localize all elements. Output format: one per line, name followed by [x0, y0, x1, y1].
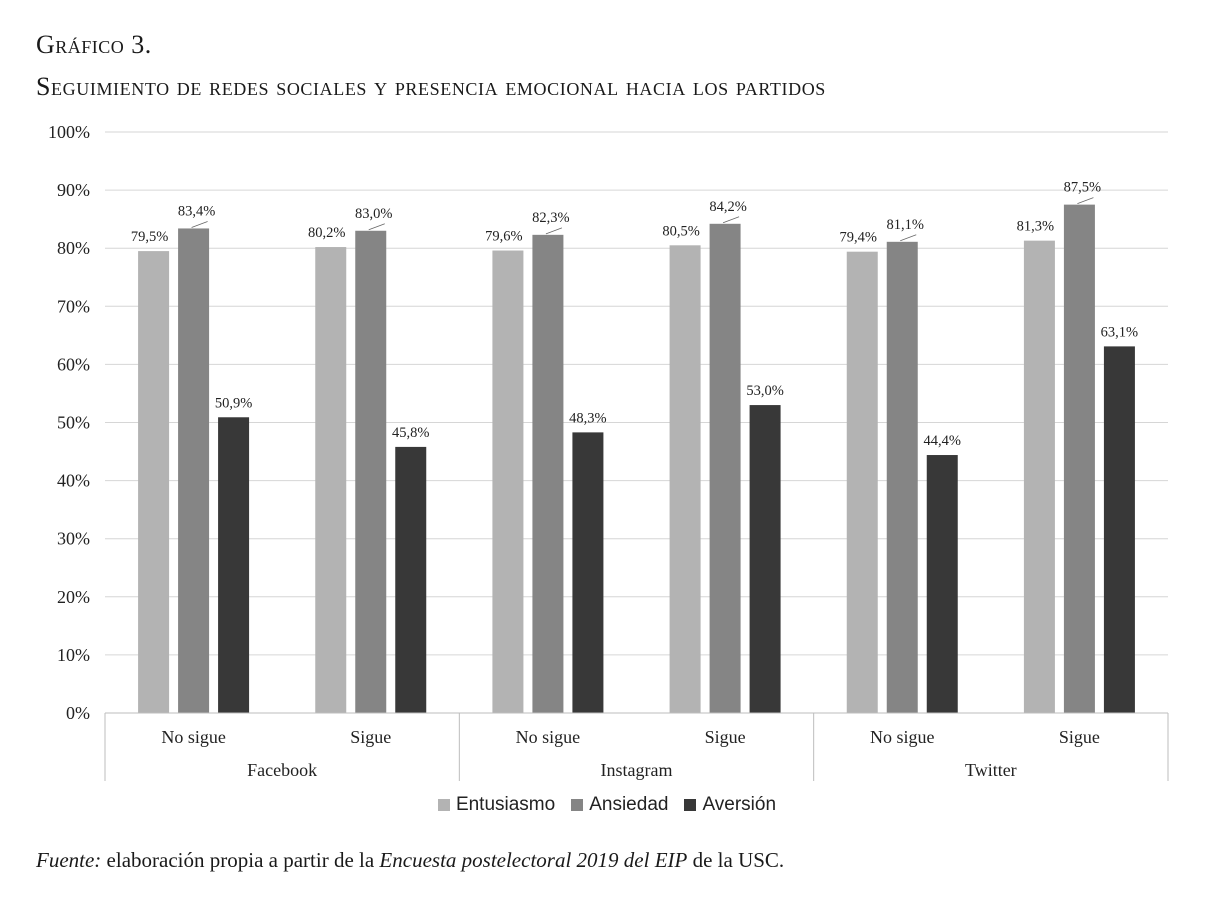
legend: [0, 794, 1214, 817]
axis-layer: [48, 122, 1168, 781]
x-category-label: Sigue: [1058, 727, 1100, 747]
bar-entusiasmo: [670, 245, 701, 713]
data-label: 82,3%: [532, 209, 570, 226]
data-label: 79,6%: [485, 228, 523, 245]
bars-layer: [138, 205, 1135, 713]
x-category-label: Sigue: [704, 727, 746, 747]
x-group-label: Instagram: [600, 760, 673, 780]
data-label: 80,5%: [662, 223, 700, 240]
y-tick-label: 10%: [57, 644, 90, 665]
x-category-label: No sigue: [870, 727, 935, 747]
leader-line: [900, 235, 916, 241]
chart-title-line2: Seguimiento de redes sociales y presencia emocional hacia los partidos: [36, 72, 826, 101]
bar-entusiasmo: [1024, 241, 1055, 713]
data-label: 48,3%: [569, 410, 607, 427]
x-group-label: Twitter: [964, 760, 1017, 780]
grid-layer: [105, 132, 1168, 713]
x-group-label: Facebook: [247, 760, 318, 780]
legend-swatch: [571, 799, 583, 811]
data-label: 83,4%: [177, 203, 216, 220]
y-tick-label: 100%: [48, 122, 90, 142]
bar-aversin: [927, 455, 958, 713]
data-label: 45,8%: [392, 424, 430, 441]
legend-item: [571, 794, 668, 816]
data-label: 63,1%: [1100, 324, 1139, 341]
y-tick-label: 20%: [57, 586, 90, 607]
x-category-label: No sigue: [515, 727, 581, 747]
data-label: 44,4%: [923, 433, 961, 450]
leader-line: [1077, 198, 1093, 204]
leader-line: [723, 217, 739, 223]
legend-swatch: [684, 799, 696, 811]
bar-aversin: [1104, 346, 1135, 713]
y-tick-label: 0%: [66, 703, 90, 723]
data-label: 79,4%: [839, 229, 877, 246]
x-category-label: No sigue: [161, 727, 226, 747]
legend-label: Ansiedad: [589, 794, 669, 815]
bar-aversin: [750, 405, 781, 713]
x-category-label: Sigue: [350, 727, 392, 747]
legend-swatch: [438, 799, 450, 811]
y-tick-label: 90%: [57, 180, 90, 201]
leader-line: [546, 228, 562, 234]
data-label: 80,2%: [308, 225, 346, 242]
data-label: 83,0%: [355, 205, 393, 222]
source-text-2: de la USC.: [687, 848, 785, 872]
y-tick-label: 30%: [57, 528, 90, 549]
bar-ansiedad: [532, 235, 563, 713]
source-text-1: elaboración propia a partir de la: [101, 848, 380, 872]
source-prefix: Fuente:: [36, 848, 102, 872]
bar-aversin: [218, 417, 249, 713]
bar-ansiedad: [887, 242, 918, 713]
bar-ansiedad: [178, 228, 209, 713]
y-tick-label: 50%: [57, 412, 90, 433]
labels-layer: [131, 180, 1138, 449]
data-label: 81,3%: [1016, 218, 1055, 235]
source-note: [36, 848, 784, 873]
bar-ansiedad: [355, 231, 386, 713]
data-label: 53,0%: [746, 383, 784, 400]
bar-ansiedad: [1064, 205, 1095, 713]
bar-entusiasmo: [847, 252, 878, 713]
legend-item: [684, 794, 776, 816]
bar-entusiasmo: [138, 251, 169, 713]
source-survey-title: Encuesta postelectoral 2019 del EIP: [379, 848, 688, 872]
bar-entusiasmo: [492, 251, 523, 713]
chart-title-line1: Gráfico 3.: [36, 30, 152, 59]
y-tick-label: 70%: [57, 296, 90, 317]
y-tick-label: 60%: [57, 354, 90, 375]
leader-line: [369, 224, 385, 230]
bar-ansiedad: [710, 224, 741, 713]
legend-label: Entusiasmo: [455, 794, 556, 815]
data-label: 79,5%: [130, 229, 169, 246]
leader-line: [192, 221, 208, 227]
y-tick-label: 40%: [57, 470, 90, 491]
y-tick-label: 80%: [57, 238, 90, 259]
data-label: 50,9%: [214, 395, 253, 412]
legend-label: Aversión: [702, 794, 777, 815]
bar-aversin: [572, 432, 603, 713]
bar-aversin: [395, 447, 426, 713]
bar-entusiasmo: [315, 247, 346, 713]
data-label: 84,2%: [709, 198, 747, 215]
data-label: 81,1%: [886, 216, 924, 233]
data-label: 87,5%: [1063, 179, 1102, 196]
legend-item: [438, 794, 555, 816]
